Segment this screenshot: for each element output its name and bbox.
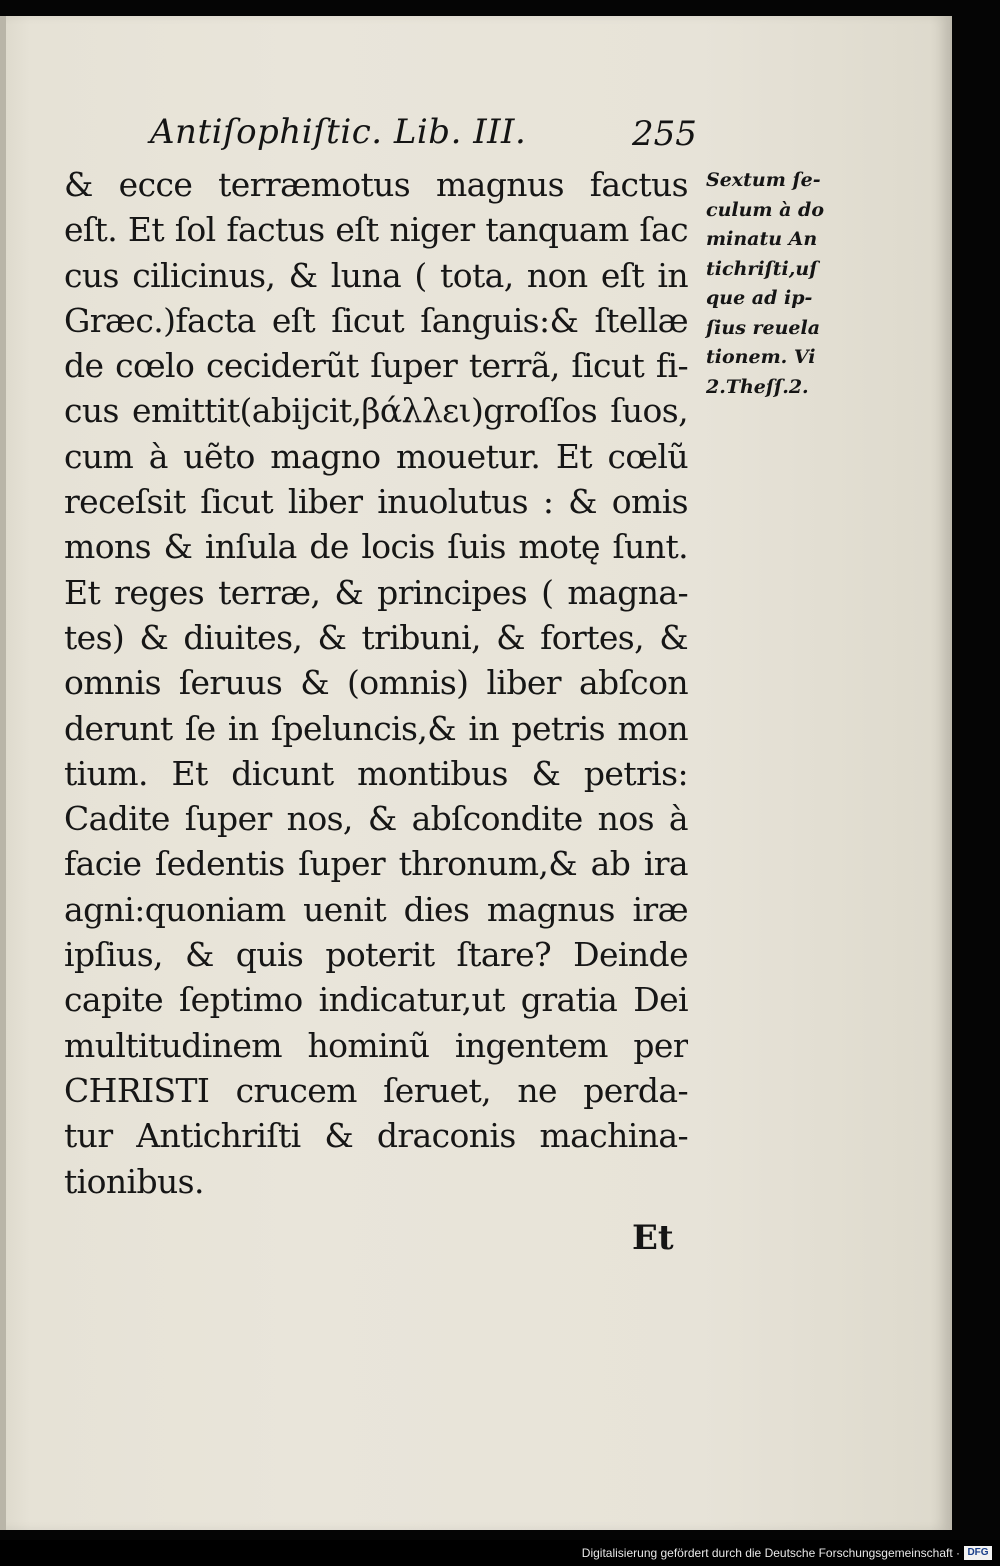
note-line: tichriſti,uſ <box>706 257 818 280</box>
text-line: capite ſeptimo indicatur,ut gratia Dei <box>64 980 688 1020</box>
text-line: agni:quoniam uenit dies magnus iræ <box>64 889 688 929</box>
note-line: tionem. Vi <box>706 346 816 368</box>
text-line: Et reges terræ, & principes ( magna- <box>64 572 688 612</box>
text-line: tium. Et dicunt montibus & petris: <box>64 753 688 793</box>
text-line: cum à uẽto magno mouetur. Et cœlũ <box>64 436 688 476</box>
text-line: tionibus. <box>64 1161 204 1201</box>
marginal-note <box>706 166 846 402</box>
catchword: Et <box>632 1218 674 1258</box>
note-line: minatu An <box>706 228 818 250</box>
text-line: tes) & diuites, & tribuni, & fortes, & <box>64 617 688 657</box>
text-line: eſt. Et ſol factus eſt niger tanquam ſac <box>64 210 688 250</box>
text-line: receſsit ſicut liber inuolutus : & omis <box>64 482 688 522</box>
text-line: omnis ſeruus & (omnis) liber abſcon <box>64 663 688 703</box>
text-line: tur Antichriſti & draconis machina- <box>64 1116 688 1156</box>
running-head <box>150 112 710 160</box>
page-edge <box>0 16 6 1530</box>
text-line: cus cilicinus, & luna ( tota, non eſt in <box>64 255 688 295</box>
page-number: 255 <box>632 114 697 154</box>
text-line: & ecce terræmotus magnus factus <box>64 165 688 204</box>
note-line: Sextum ſe- <box>706 169 821 191</box>
text-line: facie ſedentis ſuper thronum,& ab ira <box>64 844 688 884</box>
text-line: cus emittit(abijcit,βάλλει)groſſos ſuos, <box>64 391 688 431</box>
running-title: Antiſophiſtic. Lib. III. <box>150 112 527 152</box>
text-line: de cœlo ceciderũt ſuper terrã, ſicut fi- <box>64 346 688 386</box>
dfg-logo: DFG <box>964 1546 992 1560</box>
footer-bar <box>0 1540 1000 1566</box>
note-line: 2.Theſſ.2. <box>706 375 809 398</box>
text-line: mons & inſula de locis ſuis motę ſunt. <box>64 527 688 567</box>
text-line: Cadite ſuper nos, & abſcondite nos à <box>64 799 688 839</box>
text-line: multitudinem hominũ ingentem per <box>64 1025 688 1065</box>
note-line: que ad ip- <box>706 287 813 309</box>
note-line: culum à do <box>706 198 825 221</box>
text-line: Græc.)facta eſt ſicut ſanguis:& ſtellæ <box>64 300 688 340</box>
body-text <box>64 162 688 1204</box>
text-line: ipſius, & quis poterit ſtare? Deinde <box>64 935 688 975</box>
text-line: CHRISTI crucem ſeruet, ne perda- <box>64 1070 688 1110</box>
text-line: derunt ſe in ſpeluncis,& in petris mon <box>64 708 688 748</box>
funding-credit: Digitalisierung gefördert durch die Deutsche Forschungsgemeinschaft · <box>581 1546 960 1560</box>
note-line: ſius reuela <box>706 316 821 339</box>
